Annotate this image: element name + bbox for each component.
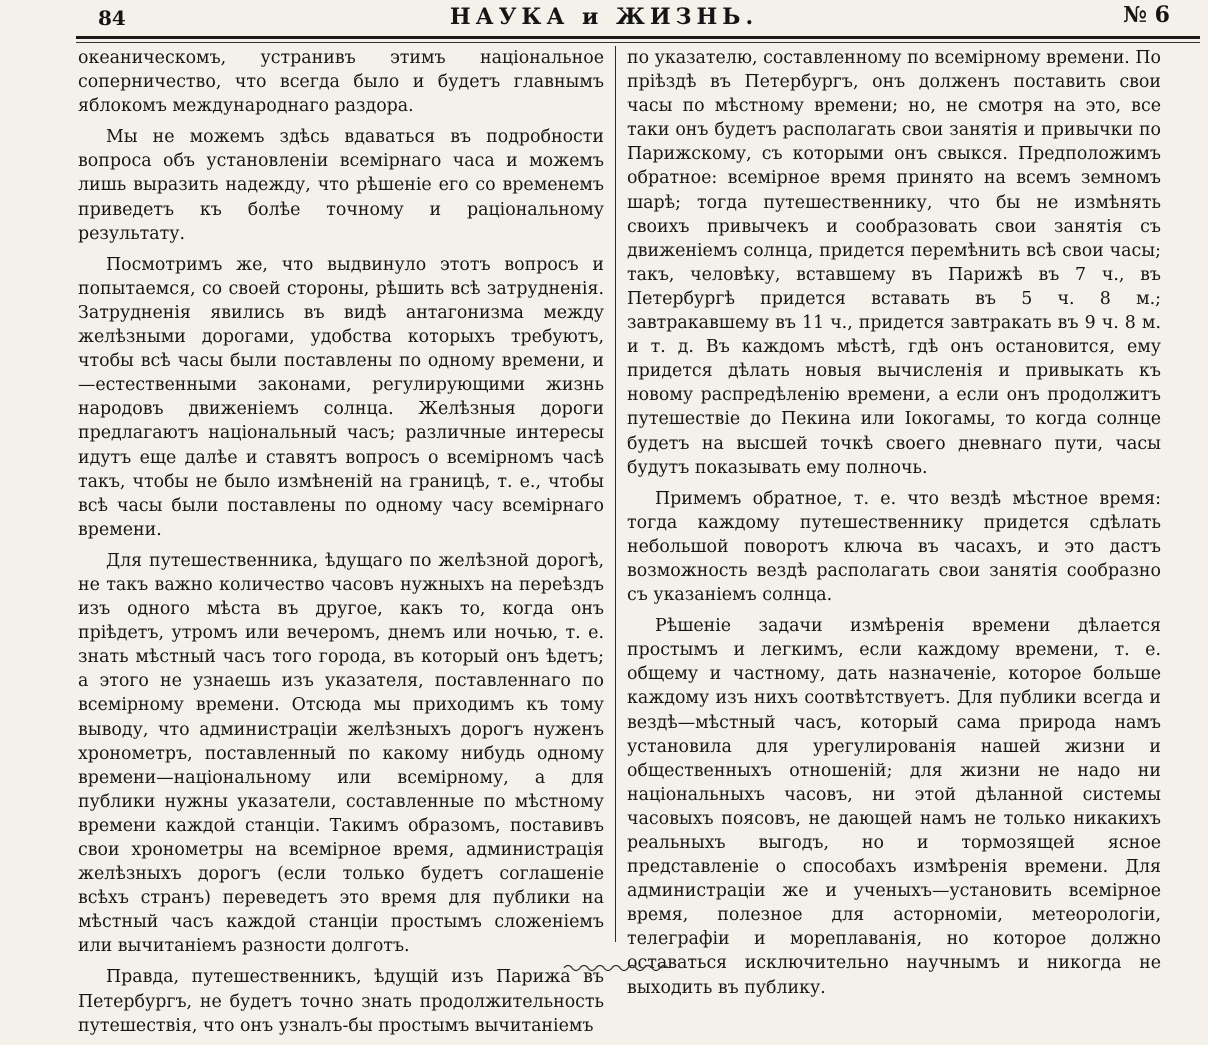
page-number: 84: [98, 6, 126, 30]
right-column: [627, 46, 1161, 1007]
page-header: [0, 0, 1208, 40]
paragraph: Правда, путешественникъ, ѣдущій изъ Парижа въ Петербургъ, не будетъ точно знать продолжительность путешествія, что онъ узналъ-бы простымъ вычитаніемъ: [78, 967, 604, 1036]
paragraph-continued: по указателю, составленному по всемірному времени. По пріѣздѣ въ Петербургъ, онъ долженъ поставить свои часы по мѣстному времени; но, не смотря на это, все таки онъ будетъ располагать свои занятія и привычки по Парижскому, съ которыми онъ свыкся. Предположимъ обратное: всемірное время принято на всемъ земномъ шарѣ; тогда путешественнику, что бы не измѣнять своихъ привычекъ и сообразовать свои занятія съ движеніемъ солнца, придется перемѣнить всѣ свои часы; такъ, человѣку, вставшему въ Парижѣ въ 7 ч., въ Петербургѣ придется вставать въ 5 ч. 8 м.; завтракавшему въ 11 ч., придется завтракать въ 9 ч. 8 м. и т. д. Въ каждомъ мѣстѣ, гдѣ онъ остановится, ему придется дѣлать новыя вычисленія и привыкать къ новому распредѣленію времени, а если онъ продолжитъ путешествіе до Пекина или Іокогамы, то когда солнце будетъ на высшей точкѣ своего дневнаго пути, часы будутъ показывать ему полночь.: [627, 48, 1161, 478]
paragraph: Для путешественника, ѣдущаго по желѣзной дорогѣ, не такъ важно количество часовъ нужныхъ на переѣздъ изъ одного мѣста въ другое, какъ то, когда онъ пріѣдетъ, утромъ или вечеромъ, днемъ или ночью, т. е. знать мѣстный часъ того города, въ который онъ ѣдетъ; а этого не узнаешь изъ указателя, поставленнаго по всемірному времени. Отсюда мы приходимъ къ тому выводу, что администраціи желѣзныхъ дорогъ нуженъ хронометръ, поставленный по какому нибудь одному времени—національному или всемірному, а для публики нужны указатели, составленные по мѣстному времени каждой станціи. Такимъ образомъ, поставивъ свои хронометры на всемірное время, администрація желѣзныхъ дорогъ (если только будетъ соглашеніе всѣхъ странъ) переведетъ это время для публики на мѣстный часъ каждой станціи простымъ сложеніемъ или вычитаніемъ разности долготъ.: [78, 550, 604, 957]
column-divider: [615, 46, 616, 942]
paragraph-continued: океаническомъ, устранивъ этимъ національное соперничество, что всегда было и будетъ главнымъ яблокомъ международнаго раздора.: [78, 48, 604, 117]
header-rule-thick: [76, 36, 1200, 39]
paragraph: Мы не можемъ здѣсь вдаваться въ подробности вопроса объ установленіи всемірнаго часа и можемъ лишь выразить надежду, что рѣшеніе его со временемъ приведетъ къ болѣе точному и раціональному результату.: [78, 127, 604, 244]
left-column: [78, 46, 604, 1045]
journal-title: НАУКА и ЖИЗНЬ.: [449, 4, 759, 30]
paragraph: Рѣшеніе задачи измѣренія времени дѣлается простымъ и легкимъ, если каждому времени, т. е. общему и частному, дать назначеніе, которое больше каждому изъ нихъ соотвѣтствуетъ. Для публики всегда и вездѣ—мѣстный часъ, который сама природа намъ установила для урегулированія нашей жизни и общественныхъ отношеній; для жизни не надо ни національныхъ часовъ, ни этой дѣланной системы часовыхъ поясовъ, не дающей намъ не только никакихъ реальныхъ выгодъ, но и тормозящей ясное представленіе о способахъ измѣренія времени. Для администраціи же и ученыхъ—установить всемірное время, полезное для асторномiи, метеорологіи, телеграфіи и мореплаванія, но которое должно оставаться исключительно научнымъ и никогда не выходить въ публику.: [627, 616, 1161, 998]
header-rule-thin: [76, 42, 1200, 43]
wavy-ornament: [562, 962, 674, 974]
paragraph: Посмотримъ же, что выдвинуло этотъ вопросъ и попытаемся, со своей стороны, рѣшить всѣ затрудненія. Затрудненія явились въ видѣ антагонизма между желѣзными дорогами, удобства которыхъ требуютъ, чтобы всѣ часы были поставлены по одному времени, и—естественными законами, регулирующими жизнь народовъ движеніемъ солнца. Желѣзныя дороги предлагаютъ національный часъ; различные интересы идутъ еще далѣе и ставятъ вопросъ о всемірномъ часѣ такъ, чтобы не было измѣненій на границѣ, т. е., чтобы всѣ часы были поставлены по одному часу всемірнаго времени.: [78, 254, 604, 540]
paragraph: Примемъ обратное, т. е. что вездѣ мѣстное время: тогда каждому путешественнику придется сдѣлать небольшой поворотъ ключа въ часахъ, и это дастъ возможность вездѣ располагать свои занятія сообразно съ указаніемъ солнца.: [627, 488, 1161, 606]
issue-number: № 6: [1123, 2, 1170, 28]
